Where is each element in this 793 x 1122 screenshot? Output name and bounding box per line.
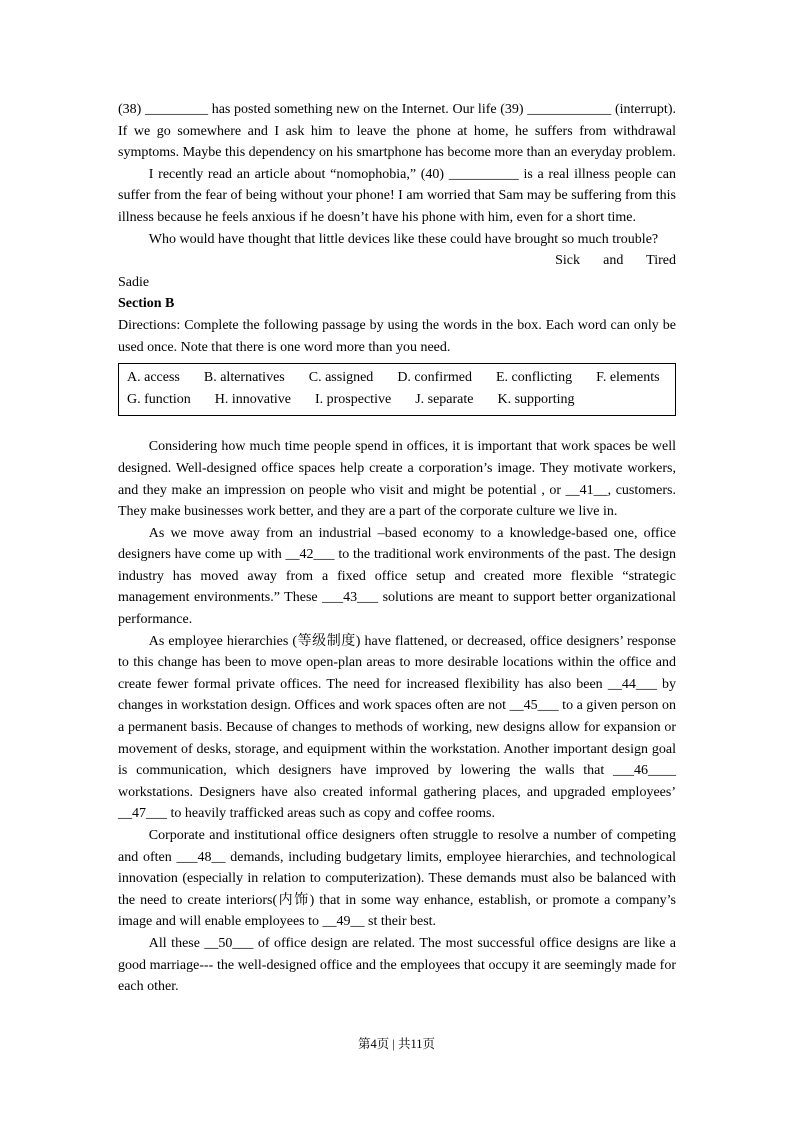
cloze-paragraph-3: Who would have thought that little devices like these could have brought so much trouble? [148,231,659,247]
word-option-i: I. prospective [314,391,392,407]
word-option-f: F. elements [596,370,660,386]
passage-paragraph-2: As we move away from an industrial –based economy to a knowledge-based one, office designers have come up with __42___ to the traditional work environments of the past. The design industry has moved away from a fixed office setup and created more flexible “strategic management environments.” These ___43___ solutions are meant to support better organizational performance. [118,525,676,628]
passage-paragraph-4: Corporate and institutional office designers often struggle to resolve a number of competing and often ___48__ demands, including budgetary limits, employee hierarchies, and technological innovation (especially in relation to computerization). These demands must also be balanced with the need to create interiors(内饰) that in some way enhance, establish, or promote a company’s image and will enable employees to __49__ st their best. [118,828,676,930]
word-option-b: B. alternatives [203,370,285,386]
word-option-k: K. supporting [497,391,575,407]
word-option-e: E. conflicting [495,370,573,386]
cloze-paragraph-1: (38) _________ has posted something new on the Internet. Our life (39) ____________ (interrupt). If we go somewhere and I ask him to leave the phone at home, he suffers from withdrawal symptoms. Maybe this dependency on his smartphone has become more than an everyday problem. [118,102,676,161]
signature-line: Sick and Tired [555,253,676,269]
section-b-directions: Directions: Complete the following passage by using the words in the box. Each word can only be used once. Note that there is one word more than you need. [118,317,676,355]
word-option-c: C. assigned [308,370,374,386]
passage-paragraph-5: All these __50___ of office design are related. The most successful office designs are like a good marriage--- the well-designed office and the employees that occupy it are seemingly made for each other. [118,935,676,995]
word-option-j: J. separate [415,391,474,407]
page-footer: 第4页 | 共11页 [357,1037,436,1051]
word-option-a: A. access [127,370,180,386]
cloze-paragraph-2: I recently read an article about “nomophobia,” (40) __________ is a real illness people can suffer from the fear of being without your phone! I am worried that Sam may be suffering from this illness because he feels anxious if he doesn’t have his phone with him, even for a short time. [118,166,676,225]
signer-name: Sadie [118,274,150,290]
word-option-h: H. innovative [214,391,291,407]
word-option-d: D. confirmed [397,370,472,386]
passage-paragraph-3: As employee hierarchies (等级制度) have flattened, or decreased, office designers’ response to this change has been to move open-plan areas to more desirable locations within the office and create fewer formal private offices. The need for increased flexibility has also been __44___ by changes in workstation design. Offices and work spaces often are not __45___ to a given person on a permanent basis. Because of changes to methods of working, new designs allow for expansion or movement of desks, storage, and equipment within the workstation. Another important design goal is communication, which designers have improved by lowering the walls that ___46____ workstations. Designers have also created informal gathering places, and upgraded employees’ __47___ to heavily trafficked areas such as copy and coffee rooms. [118,633,676,822]
word-box-row-1 [127,367,667,389]
word-box-row-2 [127,389,667,411]
word-option-g: G. function [127,391,191,407]
section-b-heading: Section B [118,296,175,312]
word-box [118,363,676,416]
passage-paragraph-1: Considering how much time people spend in offices, it is important that work spaces be well designed. Well-designed office spaces help create a corporation’s image. They motivate workers, and they make an impression on people who visit and might be potential , or __41__, customers. They make businesses work better, and they are a part of the corporate culture we live in. [118,439,676,520]
page-content [118,99,676,998]
